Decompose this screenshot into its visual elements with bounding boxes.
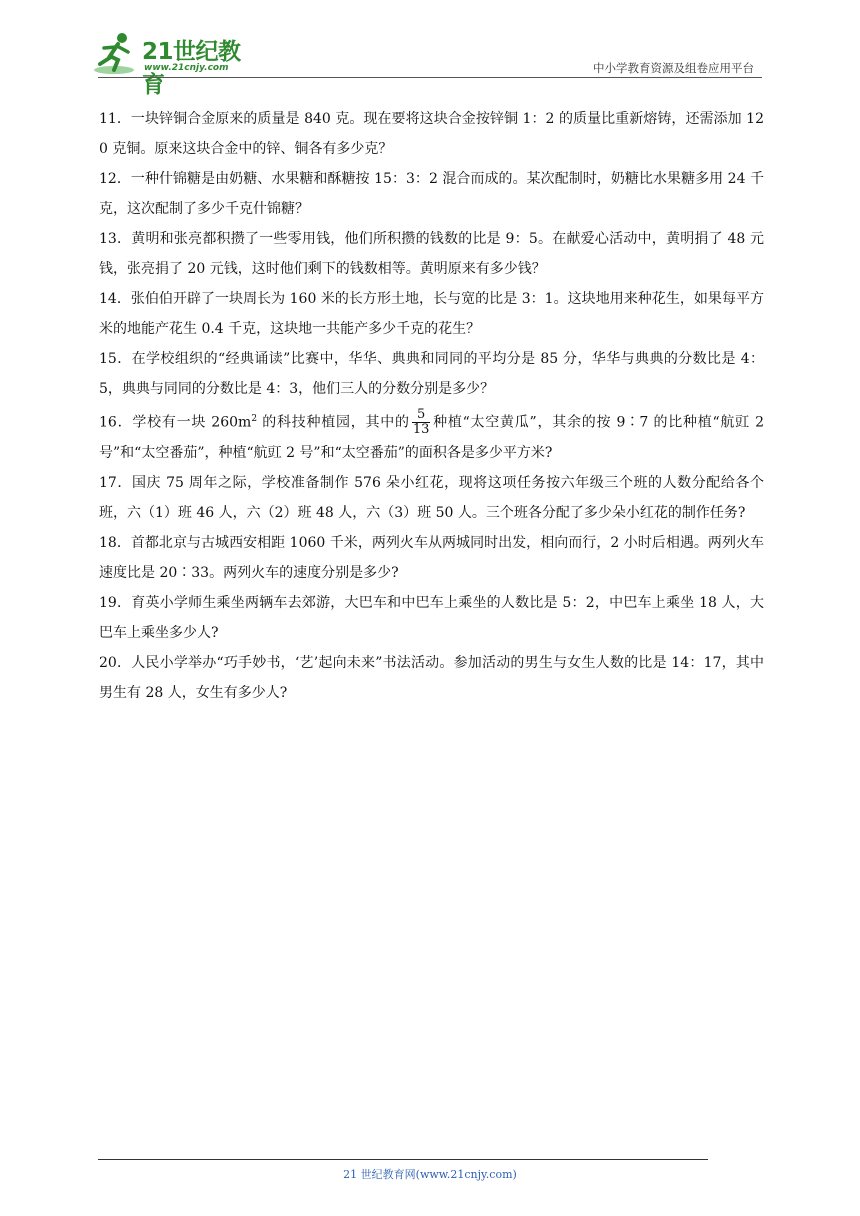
fraction-denominator: 13 [412,422,430,438]
logo-text: 21世纪教育 [142,39,241,98]
site-logo[interactable] [92,28,262,98]
question-20: 20．人民小学举办“巧手妙书，‘艺’起向未来”书法活动。参加活动的男生与女生人数的比是 14：17，其中男生有 28 人，女生有多少人? [99,654,764,701]
page-footer[interactable]: 21 世纪教育网(www.21cnjy.com) [343,1168,517,1181]
question-12: 12．一种什锦糖是由奶糖、水果糖和酥糖按 15：3：2 混合而成的。某次配制时，奶糖比水果糖多用 24 千克，这次配制了多少千克什锦糖？ [99,171,764,217]
question-14: 14．张伯伯开辟了一块周长为 160 米的长方形土地，长与宽的比是 3：1。这块地用来种花生，如果每平方米的地能产花生 0.4 千克，这块地一共能产多少千克的花生？ [99,291,764,337]
question-16-mid: 的科技种植园，其中的 [257,414,410,431]
question-16-sup: 2 [251,414,258,424]
question-13: 13．黄明和张亮都积攒了一些零用钱，他们所积攒的钱数的比是 9：5。在献爱心活动中，黄明捐了 48 元钱，张亮捐了 20 元钱，这时他们剩下的钱数相等。黄明原来有多少钱？ [99,231,764,277]
question-16 [99,404,764,468]
question-18: 18．首都北京与古城西安相距 1060 千米，两列火车从两城同时出发，相向而行，2 小时后相遇。两列火车速度比是 20∶33。两列火车的速度分别是多少? [99,534,764,581]
fraction-numerator: 5 [412,408,431,423]
question-19: 19．育英小学师生乘坐两辆车去郊游，大巴车和中巴车上乘坐的人数比是 5：2，中巴车上乘坐 18 人，大巴车上乘坐多少人? [99,594,764,641]
page-header [0,0,860,98]
question-15: 15．在学校组织的“经典诵读”比赛中，华华、典典和同同的平均分是 85 分，华华与典典的分数比是 4：5，典典与同同的分数比是 4：3，他们三人的分数分别是多少？ [99,351,764,397]
platform-name: 中小学教育资源及组卷应用平台 [593,61,754,75]
fraction [412,408,431,437]
question-16-pre: 16．学校有一块 260m [99,414,252,431]
footer-divider [98,1159,708,1160]
logo-url: www.21cnjy.com [144,63,229,73]
runner-icon [92,30,140,78]
question-list [99,104,764,708]
question-17: 17．国庆 75 周年之际，学校准备制作 576 朵小红花，现将这项任务按六年级三个班的人数分配给各个班，六（1）班 46 人，六（2）班 48 人，六（3）班 50 人。三个班各分配了多少朵小红花的制作任务? [99,474,764,521]
header-divider [98,77,762,78]
question-16-post: 种植“太空黄瓜”，其余的按 9∶7 的比种植“航豇 2 号”和“太空番茄”，种植“航豇 2 号”和“太空番茄”的面积各是多少平方米? [99,414,765,461]
question-11: 11．一块锌铜合金原来的质量是 840 克。现在要将这块合金按锌铜 1：2 的质量比重新熔铸，还需添加 120 克铜。原来这块合金中的锌、铜各有多少克？ [99,111,764,157]
